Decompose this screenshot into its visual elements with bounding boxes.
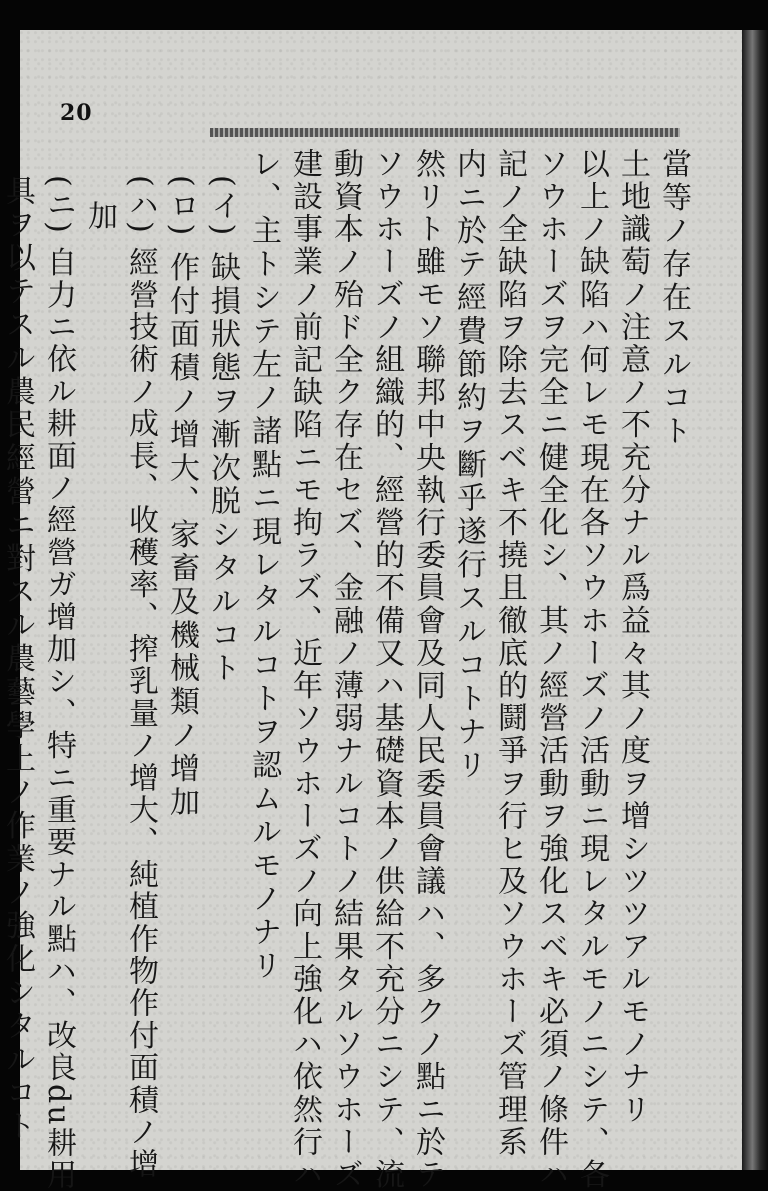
text-column-8: ソウホーズノ組織的、經營的不備又ハ基礎資本ノ供給不充分ニシテ、流 <box>369 148 404 1191</box>
book-page <box>0 30 742 1191</box>
text-column-9: 動資本ノ殆ド全ク存在セズ、金融ノ薄弱ナルコトノ結果タルソウホーズ <box>328 148 363 1191</box>
text-column-5: 記ノ全缺陷ヲ除去スベキ不撓且徹底的鬪爭ヲ行ヒ及ソウホーズ管理系 <box>492 148 527 1159</box>
list-item-ni-continued: 具ヲ以テスル農民經營ニ對スル農藝學上ノ作業ノ強化シタルコト <box>0 175 35 1144</box>
list-item-ro: (ロ) 作付面積ノ增大、家畜及機械類ノ增加 <box>164 175 199 820</box>
header-rule <box>210 128 680 137</box>
text-column-7: 然リト雖モソ聯邦中央執行委員會及同人民委員會議ハ、多クノ點ニ於テ <box>410 148 445 1191</box>
page-number: 20 <box>60 100 93 126</box>
text-column-4: ソウホーズヲ完全ニ健全化シ、其ノ經營活動ヲ強化スベキ必須ノ條件ハ <box>533 148 568 1191</box>
text-column-11: レ、主トシテ左ノ諸點ニ現レタルコトヲ認ムルモノナリ <box>246 148 281 983</box>
book-binding <box>742 30 768 1170</box>
text-column-6: 内ニ於テ經費節約ヲ斷乎遂行スルコトナリ <box>451 148 486 783</box>
text-column-2: 土地識萄ノ注意ノ不充分ナル爲益々其ノ度ヲ增シツツアルモノナリ <box>615 148 650 1126</box>
list-item-i: (イ) 缺損狀態ヲ漸次脱シタルコト <box>205 175 240 686</box>
text-column-3: 以上ノ缺陷ハ何レモ現在各ソウホーズノ活動ニ現レタルモノニシテ、各 <box>574 148 609 1191</box>
list-item-ha: (ハ) 經營技術ノ成長、收穫率、搾乳量ノ增大、純植作物作付面積ノ增 <box>123 175 158 1181</box>
list-item-ni: (ニ) 自力ニ依ル耕面ノ經營ガ增加シ、特ニ重要ナル點ハ、改良du耕用 <box>41 175 76 1191</box>
list-item-ha-continued: 加 <box>82 200 117 234</box>
text-column-1: 當等ノ存在スルコト <box>656 148 691 449</box>
text-column-10: 建設事業ノ前記缺陷ニモ拘ラズ、近年ソウホーズノ向上強化ハ依然行ハ <box>287 148 322 1191</box>
